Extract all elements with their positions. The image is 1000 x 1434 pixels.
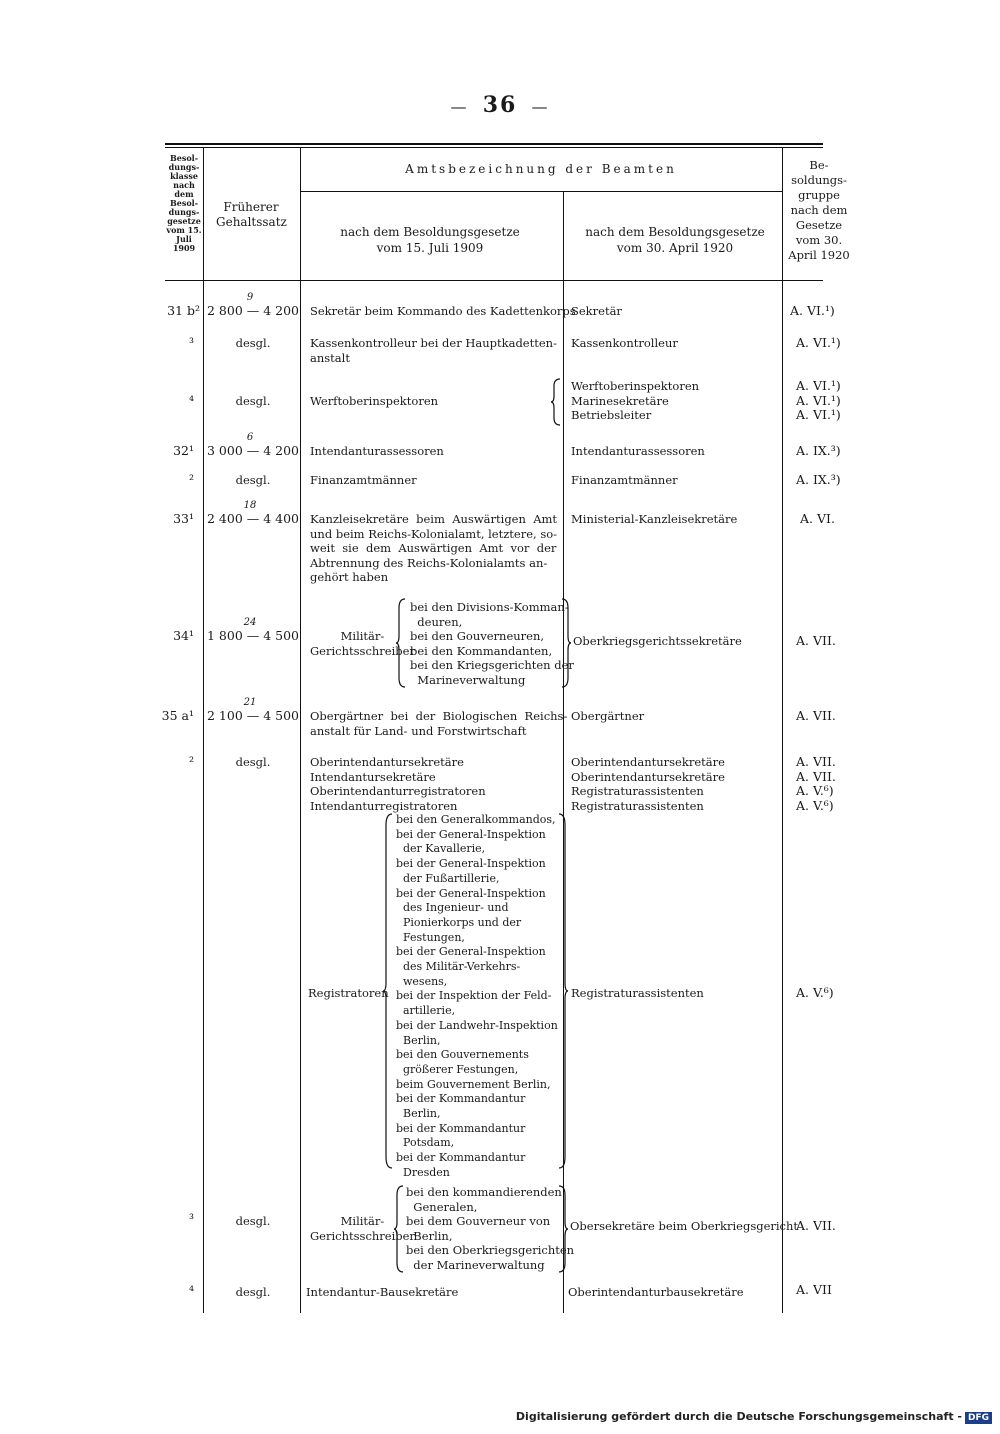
top-rule-thick xyxy=(165,143,823,145)
row-gehalt: 2 400 — 4 400 xyxy=(206,511,300,526)
dash-left: — xyxy=(450,97,483,116)
footer-credit xyxy=(516,1410,992,1424)
row-group: A. VII. A. VII. A. V.⁶) A. V.⁶) xyxy=(796,754,836,813)
row-old-label: Militär- Gerichtsschreiber xyxy=(310,629,415,658)
row-mini-number: 18 xyxy=(243,500,257,511)
row-old-title: Sekretär beim Kommando des Kadettenkorps xyxy=(310,304,576,318)
row-mini-number: 21 xyxy=(243,697,257,708)
row-old-label: Registratoren xyxy=(308,986,389,1000)
dfg-logo-icon: DFG xyxy=(965,1412,992,1424)
header-amtsbezeichnung: Amtsbezeichnung der Beamten xyxy=(405,162,677,176)
row-class: ⁴ xyxy=(188,1283,194,1298)
row-old-label: Militär- Gerichtsschreiber xyxy=(310,1214,415,1243)
row-group: A. VI.¹) A. VI.¹) A. VI.¹) xyxy=(796,378,841,422)
row-gehalt: desgl. xyxy=(235,1285,271,1299)
left-brace-icon xyxy=(395,598,407,688)
left-brace-icon xyxy=(382,813,394,1169)
col-divider-4 xyxy=(782,148,783,1313)
header-gehaltssatz: Früherer Gehaltssatz xyxy=(216,200,287,229)
row-new-title: Kassenkontrolleur xyxy=(571,336,678,350)
row-class: ³ xyxy=(188,335,194,350)
page-number-line xyxy=(0,92,1000,118)
row-new-title: Sekretär xyxy=(571,304,622,318)
row-new-title: Obergärtner xyxy=(571,709,645,723)
row-group: A. VI. xyxy=(800,511,835,526)
row-old-title: Intendantur-Bausekretäre xyxy=(306,1285,459,1299)
row-group: A. VII. xyxy=(796,1218,836,1233)
header-new-law: nach dem Besoldungsgesetze vom 30. April 1920 xyxy=(585,225,765,255)
row-old-title: Oberintendantursekretäre Intendantursekretäre Oberintendanturregistratoren Intendanturregistratoren xyxy=(310,755,486,813)
row-new-title: Ministerial-Kanzleisekretäre xyxy=(571,512,738,526)
row-gehalt: desgl. xyxy=(235,336,271,350)
row-old-title: Kassenkontrolleur bei der Hauptkadetten- anstalt xyxy=(310,336,557,365)
left-brace-icon xyxy=(393,1185,405,1273)
footer-text: Digitalisierung gefördert durch die Deutsche Forschungsgemeinschaft - xyxy=(515,1410,962,1423)
right-brace-icon xyxy=(560,598,572,688)
row-gehalt: desgl. xyxy=(235,473,271,487)
subheader-rule xyxy=(300,191,782,192)
row-class: ³ xyxy=(188,1211,194,1226)
row-class: ² xyxy=(188,754,194,769)
row-old-title: bei den kommandierenden Generalen, bei dem Gouverneur von Berlin, bei den Oberkriegsgerichten der Marineverwaltung xyxy=(406,1185,575,1272)
header-bottom-rule xyxy=(165,280,823,281)
row-gehalt: 3 000 — 4 200 xyxy=(206,443,300,458)
row-new-title: Oberintendanturbausekretäre xyxy=(568,1285,744,1299)
top-rule-thin xyxy=(165,147,823,148)
row-group: A. VI.¹) xyxy=(790,303,835,318)
row-old-title: bei den Generalkommandos, bei der General-Inspektion der Kavallerie, bei der General-Inspektion der Fußartillerie, bei der General-Inspektion des Ingenieur- und Pionierkorps und der Festungen, bei der General-Inspektion des Militär-Verkehrs- wesens, bei der Inspektion der Feld- artillerie, bei der Landwehr-Inspektion Berlin, bei den Gouvernements größerer Festungen, beim Gouvernement Berlin, bei der Kommandantur Berlin, bei der Kommandantur Potsdam, bei der Kommandantur Dresden xyxy=(396,813,558,1179)
row-class: 34¹ xyxy=(173,628,194,643)
row-class: ⁴ xyxy=(188,393,194,408)
row-group: A. VII. xyxy=(796,708,836,723)
row-group: A. IX.³) xyxy=(796,472,841,487)
row-group: A. VI.¹) xyxy=(796,335,841,350)
row-new-title: Intendanturassessoren xyxy=(571,444,705,458)
row-class: 31 b² xyxy=(167,303,200,318)
row-class: 33¹ xyxy=(173,511,194,526)
row-new-title: Registraturassistenten xyxy=(571,986,704,1000)
row-class: 32¹ xyxy=(173,443,194,458)
row-class: ² xyxy=(188,472,194,487)
row-gehalt: desgl. xyxy=(235,394,271,408)
header-besoldungsklasse: Besol-dungs-klasse nach dem Besol-dungs-gesetze vom 15. Juli 1909 xyxy=(166,153,202,253)
row-mini-number: 24 xyxy=(243,617,257,628)
row-old-title: Kanzleisekretäre beim Auswärtigen Amt und beim Reichs-Kolonialamt, letztere, so- weit sie dem Auswärtigen Amt vor der Abtrennung des Reichs-Kolonialamts an- gehört haben xyxy=(310,512,558,584)
row-old-title: Werftoberinspektoren xyxy=(310,394,439,408)
row-gehalt: 2 800 — 4 200 xyxy=(206,303,300,318)
row-mini-number: 9 xyxy=(246,292,254,303)
row-old-title: Obergärtner bei der Biologischen Reichs- anstalt für Land- und Forstwirtschaft xyxy=(310,709,568,738)
row-gehalt: desgl. xyxy=(235,755,271,769)
row-new-title: Finanzamtmänner xyxy=(571,473,678,487)
page-number: 36 xyxy=(482,92,518,118)
header-old-law: nach dem Besoldungsgesetze vom 15. Juli 1909 xyxy=(340,225,520,255)
row-group: A. IX.³) xyxy=(796,443,841,458)
header-besoldungsgruppe: Be-soldungs-gruppe nach dem Gesetze vom 30. April 1920 xyxy=(788,158,850,262)
row-group: A. V.⁶) xyxy=(796,985,834,1000)
row-mini-number: 6 xyxy=(246,432,254,443)
left-brace-icon xyxy=(550,378,562,426)
row-gehalt: 1 800 — 4 500 xyxy=(206,628,300,643)
row-new-title: Oberintendantursekretäre Oberintendantursekretäre Registraturassistenten Registraturassistenten xyxy=(571,755,725,813)
row-group: A. VII xyxy=(796,1282,832,1297)
right-brace-icon xyxy=(557,1185,569,1273)
right-brace-icon xyxy=(557,813,569,1169)
dash-right: — xyxy=(517,97,550,116)
row-old-title: Intendanturassessoren xyxy=(310,444,444,458)
row-old-title: Finanzamtmänner xyxy=(310,473,417,487)
col-divider-2 xyxy=(300,148,301,1313)
row-group: A. VII. xyxy=(796,633,836,648)
row-old-title: bei den Divisions-Komman- deuren, bei den Gouverneuren, bei den Kommandanten, bei den Kriegsgerichten der Marineverwaltung xyxy=(410,600,574,687)
row-gehalt: desgl. xyxy=(235,1214,271,1228)
row-class: 35 a¹ xyxy=(161,708,194,723)
row-gehalt: 2 100 — 4 500 xyxy=(206,708,300,723)
row-new-title: Oberkriegsgerichtssekretäre xyxy=(573,634,742,648)
row-new-title: Werftoberinspektoren Marinesekretäre Betriebsleiter xyxy=(571,379,700,422)
col-divider-1 xyxy=(203,148,204,1313)
row-new-title: Obersekretäre beim Oberkriegsgericht xyxy=(570,1219,799,1233)
